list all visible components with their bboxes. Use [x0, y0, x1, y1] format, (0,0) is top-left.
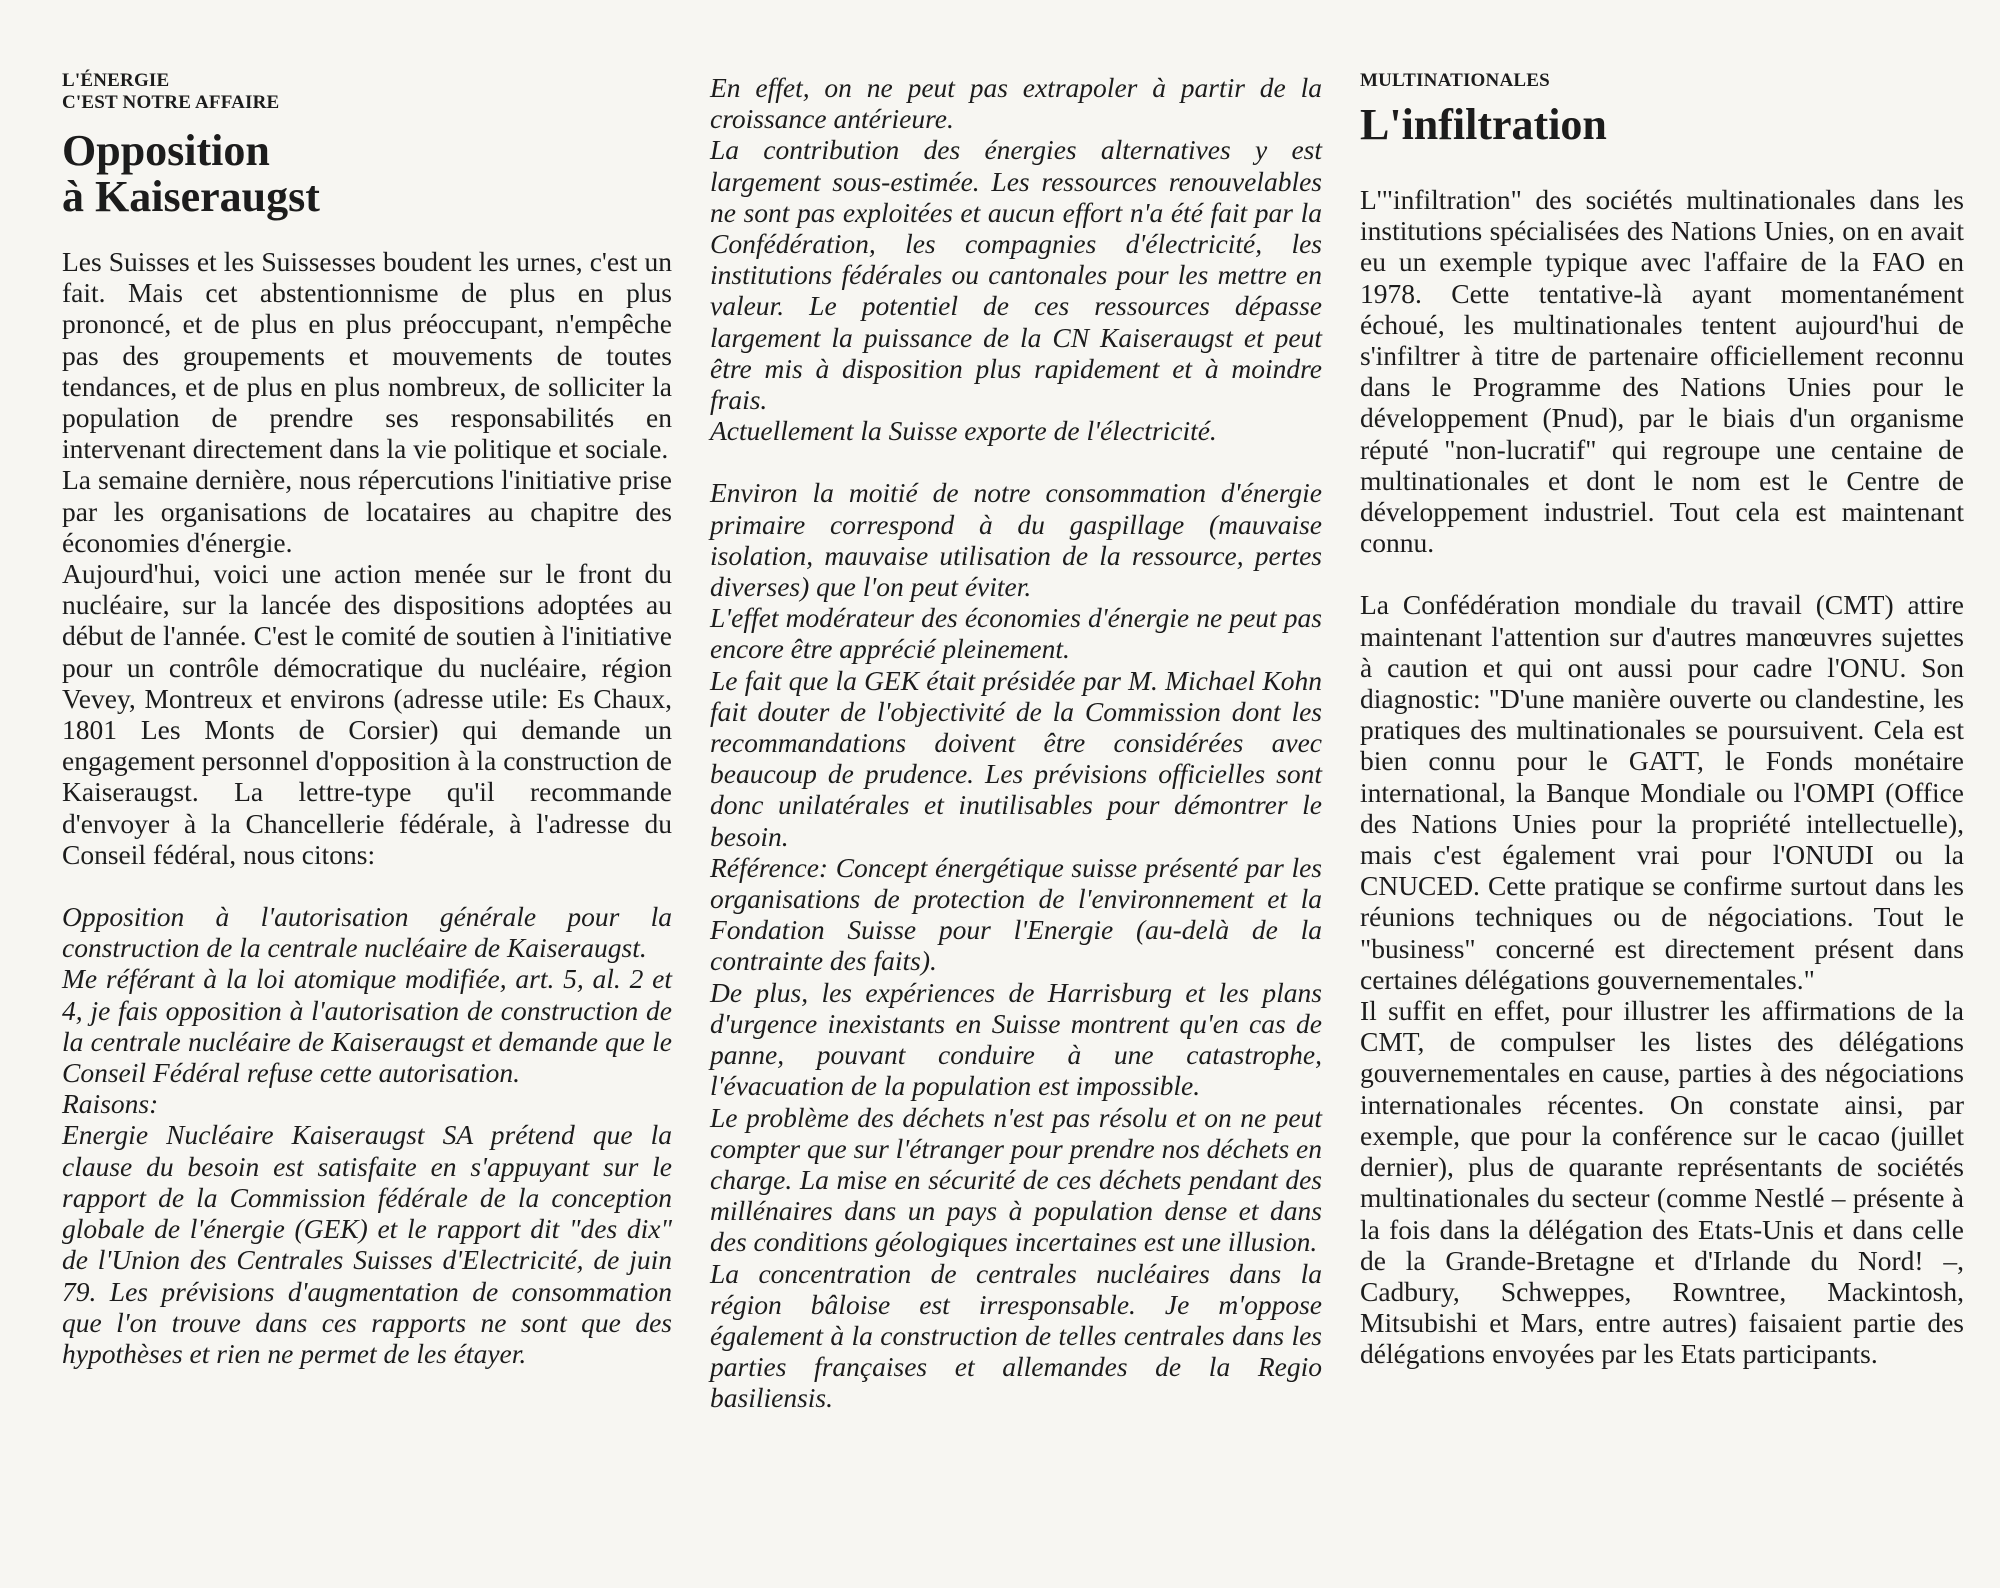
right-headline: L'infiltration — [1360, 100, 1607, 149]
body-paragraph: Les Suisses et les Suissesses boudent les urnes, c'est un fait. Mais cet abstentionnisme de plus en plus prononcé, et de plus en plus préoccupant, n'empêche pas des groupements et mouvements de toutes tendances, et de plus en plus nombreux, de solliciter la population de prendre ses responsabilités en intervenant directement dans la vie politique et sociale. — [62, 246, 672, 465]
letter-paragraph: Environ la moitié de notre consommation d'énergie primaire correspond à du gaspillage (mauvaise isolation, mauvaise utilisation de la ressource, pertes diverses) que l'on peut éviter. — [710, 477, 1322, 603]
left-article — [62, 70, 672, 1369]
left-kicker-line1: L'ÉNERGIE — [62, 70, 170, 91]
letter-paragraph: Energie Nucléaire Kaiseraugst SA prétend que la clause du besoin est satisfaite en s'appuyant sur le rapport de la Commission fédérale de la conception globale de l'énergie (GEK) et le rapport dit "des dix" de l'Union des Centrales Suisses d'Electricité, de juin 79. Les prévisions d'augmentation de consommation que l'on trouve dans ces rapports ne sont que des hypothèses et rien ne permet de les étayer. — [62, 1119, 672, 1369]
body-paragraph: Aujourd'hui, voici une action menée sur le front du nucléaire, sur la lancée des dispositions adoptées au début de l'année. C'est le comité de soutien à l'initiative pour un contrôle démocratique du nucléaire, région Vevey, Montreux et environs (adresse utile: Es Chaux, 1801 Les Monts de Corsier) qui demande un engagement personnel d'opposition à la construction de Kaiseraugst. La lettre-type qu'il recommande d'envoyer à la Chancellerie fédérale, à l'adresse du Conseil fédéral, nous citons: — [62, 558, 672, 870]
paragraph-gap — [710, 446, 1322, 477]
letter-paragraph: Le fait que la GEK était présidée par M. Michael Kohn fait douter de l'objectivité de la Commission dont les recommandations doivent être considérées avec beaucoup de prudence. Les prévisions officielles sont donc unilatérales et inutilisables pour démontrer le besoin. — [710, 664, 1322, 852]
paragraph-gap — [1360, 558, 1964, 589]
paragraph-gap — [62, 870, 672, 901]
left-headline-line2: à Kaiseraugst — [62, 172, 320, 221]
middle-column — [710, 72, 1322, 1414]
body-paragraph: La Confédération mondiale du travail (CMT) attire maintenant l'attention sur d'autres manœuvres sujettes à caution et qui ont aussi pour cadre l'ONU. Son diagnostic: "D'une manière ouverte ou clandestine, les pratiques des multinationales se poursuivent. Cela est bien connu pour le GATT, le Fonds monétaire international, la Banque Mondiale ou l'OMPI (Office des Nations Unies pour la propriété intellectuelle), mais c'est également vrai pour l'ONUDI ou la CNUCED. Cette pratique se confirme surtout dans les réunions techniques ou de négociations. Tout le "business" concerné est directement présent dans certaines délégations gouvernementales." — [1360, 589, 1964, 995]
letter-paragraph: Raisons: — [62, 1088, 159, 1120]
right-article — [1360, 70, 1964, 1370]
letter-paragraph: La contribution des énergies alternatives y est largement sous-estimée. Les ressources renouvelables ne sont pas exploitées et aucun effort n'a été fait par la Confédération, les compagnies d'électricité, les institutions fédérales ou cantonales pour les mettre en valeur. Le potentiel de ces ressources dépasse largement la puissance de la CN Kaiseraugst et peut être mis à disposition plus rapidement et à moindre frais. — [710, 134, 1322, 416]
letter-paragraph: Opposition à l'autorisation générale pour la construction de la centrale nucléaire de Kaiseraugst. — [62, 901, 672, 964]
body-paragraph: Il suffit en effet, pour illustrer les affirmations de la CMT, de compulser les listes des délégations gouvernementales en cause, parties à des négociations internationales récentes. On constate ainsi, par exemple, que pour la conférence sur le cacao (juillet dernier), plus de quarante représentants de sociétés multinationales du secteur (comme Nestlé – présente à la fois dans la délégation des Etats-Unis et dans celle de la Grande-Bretagne et d'Irlande du Nord! –, Cadbury, Schweppes, Rowntree, Mackintosh, Mitsubishi et Mars, entre autres) faisaient partie des délégations envoyées par les Etats participants. — [1360, 995, 1964, 1370]
left-headline — [62, 128, 672, 220]
body-paragraph: L'"infiltration" des sociétés multinationales dans les institutions spécialisées des Nations Unies, on en avait eu un exemple typique avec l'affaire de la FAO en 1978. Cette tentative-là ayant momentanément échoué, les multinationales tentent aujourd'hui de s'infiltrer à titre de partenaire officiellement reconnu dans le Programme des Nations Unies pour le développement (Pnud), par le biais d'un organisme réputé "non-lucratif" qui regroupe une centaine de multinationales et dont le nom est le Centre de développement industriel. Tout cela est maintenant connu. — [1360, 184, 1964, 559]
right-kicker: MULTINATIONALES — [1360, 70, 1550, 91]
letter-paragraph: L'effet modérateur des économies d'énergie ne peut pas encore être apprécié pleinement. — [710, 602, 1322, 665]
letter-paragraph: Me référant à la loi atomique modifiée, art. 5, al. 2 et 4, je fais opposition à l'autorisation de construction de la centrale nucléaire de Kaiseraugst et demande que le Conseil Fédéral refuse cette autorisation. — [62, 963, 672, 1089]
body-paragraph: La semaine dernière, nous répercutions l'initiative prise par les organisations de locataires au chapitre des économies d'énergie. — [62, 464, 672, 558]
letter-paragraph: De plus, les expériences de Harrisburg et les plans d'urgence inexistants en Suisse montrent qu'en cas de panne, pouvant conduire à une catastrophe, l'évacuation de la population est impossible. — [710, 976, 1322, 1102]
letter-paragraph: Actuellement la Suisse exporte de l'électricité. — [710, 415, 1217, 447]
left-kicker-line2: C'EST NOTRE AFFAIRE — [62, 92, 280, 113]
letter-paragraph: Référence: Concept énergétique suisse présenté par les organisations de protection de l'environnement et la Fondation Suisse pour l'Energie (au-delà de la contrainte des faits). — [710, 851, 1322, 977]
left-kicker — [62, 70, 672, 114]
letter-paragraph: Le problème des déchets n'est pas résolu et on ne peut compter que sur l'étranger pour prendre nos déchets en charge. La mise en sécurité de ces déchets pendant des millénaires dans un pays à population dense et dans des conditions géologiques incertaines est une illusion. — [710, 1101, 1322, 1258]
left-headline-line1: Opposition — [62, 126, 270, 175]
letter-paragraph: La concentration de centrales nucléaires dans la région bâloise est irresponsable. Je m'oppose également à la construction de telles centrales dans les parties françaises et allemandes de la Regio basiliensis. — [710, 1257, 1322, 1414]
letter-paragraph: En effet, on ne peut pas extrapoler à partir de la croissance antérieure. — [710, 72, 1322, 135]
